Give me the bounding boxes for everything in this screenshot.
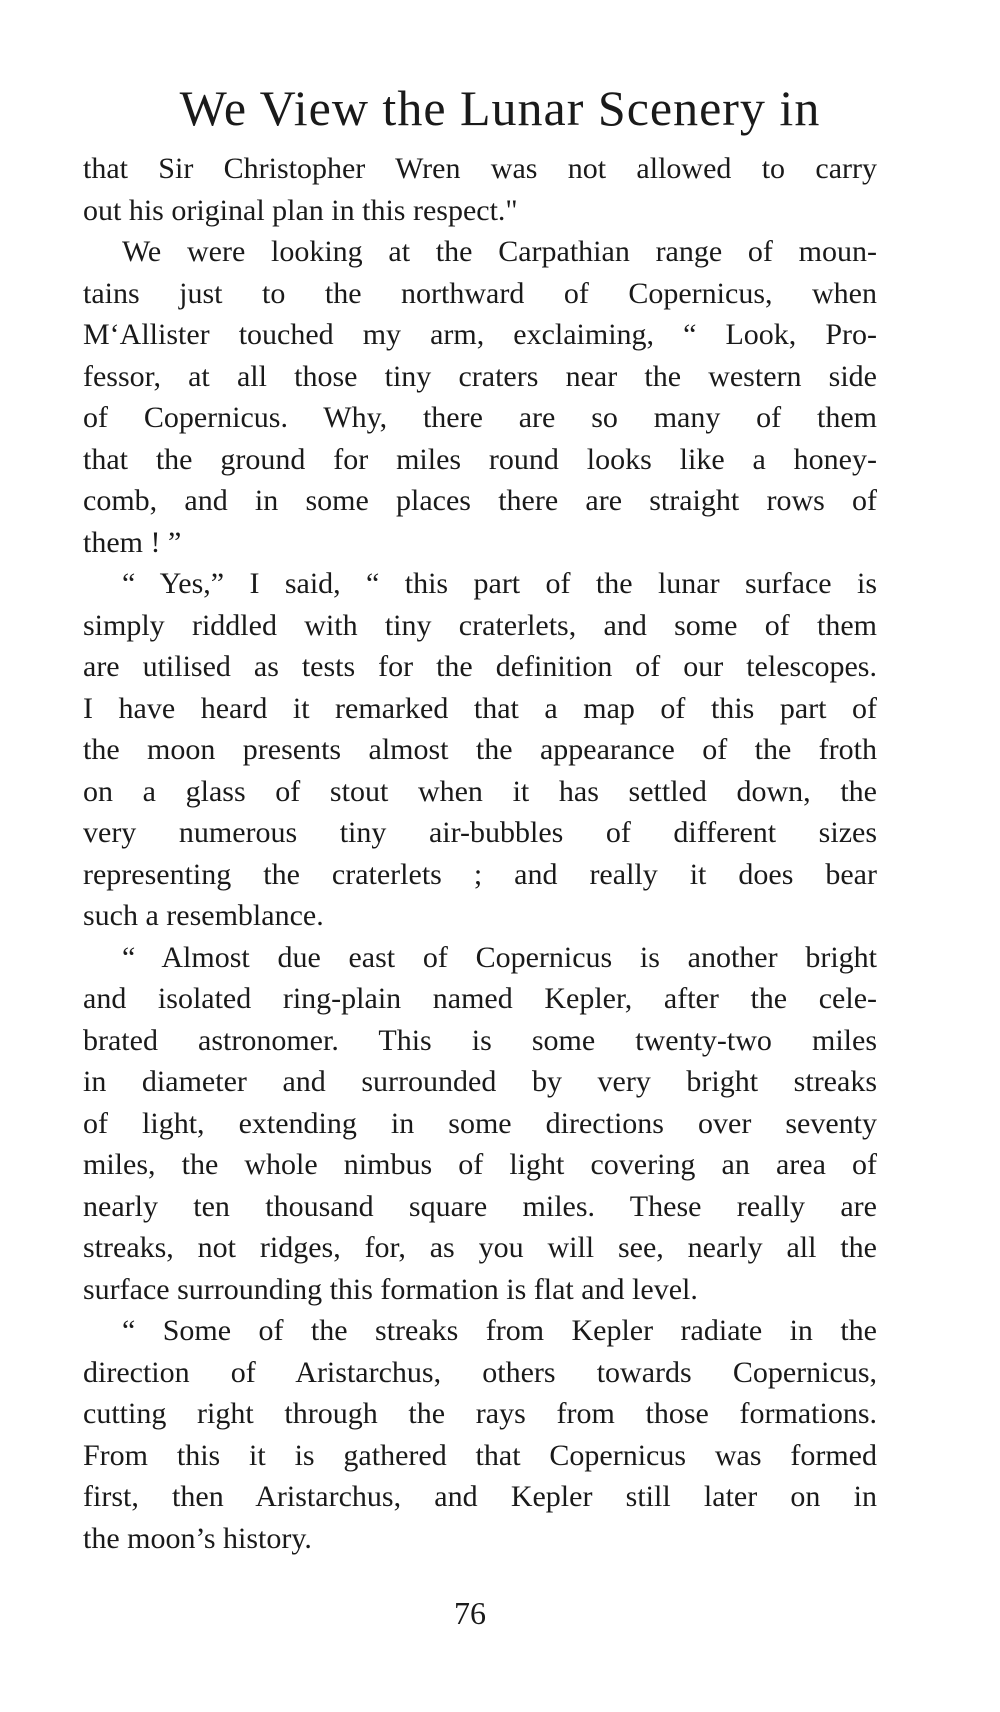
text-line: such a resemblance. xyxy=(83,899,324,932)
text-line: are utilised as tests for the definition of our telescopes. xyxy=(83,650,877,683)
text-line: From this it is gathered that Copernicus was formed xyxy=(83,1438,877,1472)
text-line: of Copernicus. Why, there are so many of them xyxy=(83,401,877,434)
page-number: 76 xyxy=(454,1595,486,1631)
text-line: the moon’s history. xyxy=(83,1521,312,1555)
running-head-title: We View the Lunar Scenery in xyxy=(179,80,821,136)
text-line: miles, the whole nimbus of light covering an area of xyxy=(83,1148,877,1181)
text-line: tains just to the northward of Copernicus, when xyxy=(83,276,877,310)
body-text xyxy=(83,148,877,1559)
text-line: brated astronomer. This is some twenty-two miles xyxy=(83,1023,877,1057)
text-line: very numerous tiny air-bubbles of different sizes xyxy=(83,816,877,849)
text-line: comb, and in some places there are straight rows of xyxy=(83,484,877,517)
text-line: in diameter and surrounded by very bright streaks xyxy=(83,1065,877,1098)
text-line: that Sir Christopher Wren was not allowed to carry xyxy=(83,152,877,185)
text-line: representing the craterlets ; and really it does bear xyxy=(83,857,877,891)
text-line: that the ground for miles round looks like a honey- xyxy=(83,442,877,476)
text-line: I have heard it remarked that a map of this part of xyxy=(83,691,877,725)
text-line: first, then Aristarchus, and Kepler still later on in xyxy=(83,1480,877,1513)
text-line: cutting right through the rays from those formations. xyxy=(83,1397,877,1430)
text-line: them ! ” xyxy=(83,525,182,559)
text-line: M‘Allister touched my arm, exclaiming, “ Look, Pro- xyxy=(83,318,877,351)
text-line: out his original plan in this respect." xyxy=(83,193,518,227)
text-line: simply riddled with tiny craterlets, and some of them xyxy=(83,608,877,642)
text-line: We were looking at the Carpathian range of moun- xyxy=(122,235,877,268)
text-line: “ Some of the streaks from Kepler radiate in the xyxy=(122,1314,877,1347)
text-line: on a glass of stout when it has settled down, the xyxy=(83,774,877,808)
text-line: surface surrounding this formation is flat and level. xyxy=(83,1272,698,1306)
text-line: “ Almost due east of Copernicus is another bright xyxy=(122,940,877,974)
text-line: fessor, at all those tiny craters near the western side xyxy=(83,359,877,393)
text-line: of light, extending in some directions over seventy xyxy=(83,1106,877,1140)
text-line: direction of Aristarchus, others towards Copernicus, xyxy=(83,1355,877,1389)
text-line: nearly ten thousand square miles. These really are xyxy=(83,1189,877,1223)
text-line: and isolated ring-plain named Kepler, after the cele- xyxy=(83,982,877,1015)
text-line: “ Yes,” I said, “ this part of the lunar surface is xyxy=(122,567,877,600)
text-line: streaks, not ridges, for, as you will see, nearly all the xyxy=(83,1231,877,1264)
text-line: the moon presents almost the appearance of the froth xyxy=(83,733,877,766)
